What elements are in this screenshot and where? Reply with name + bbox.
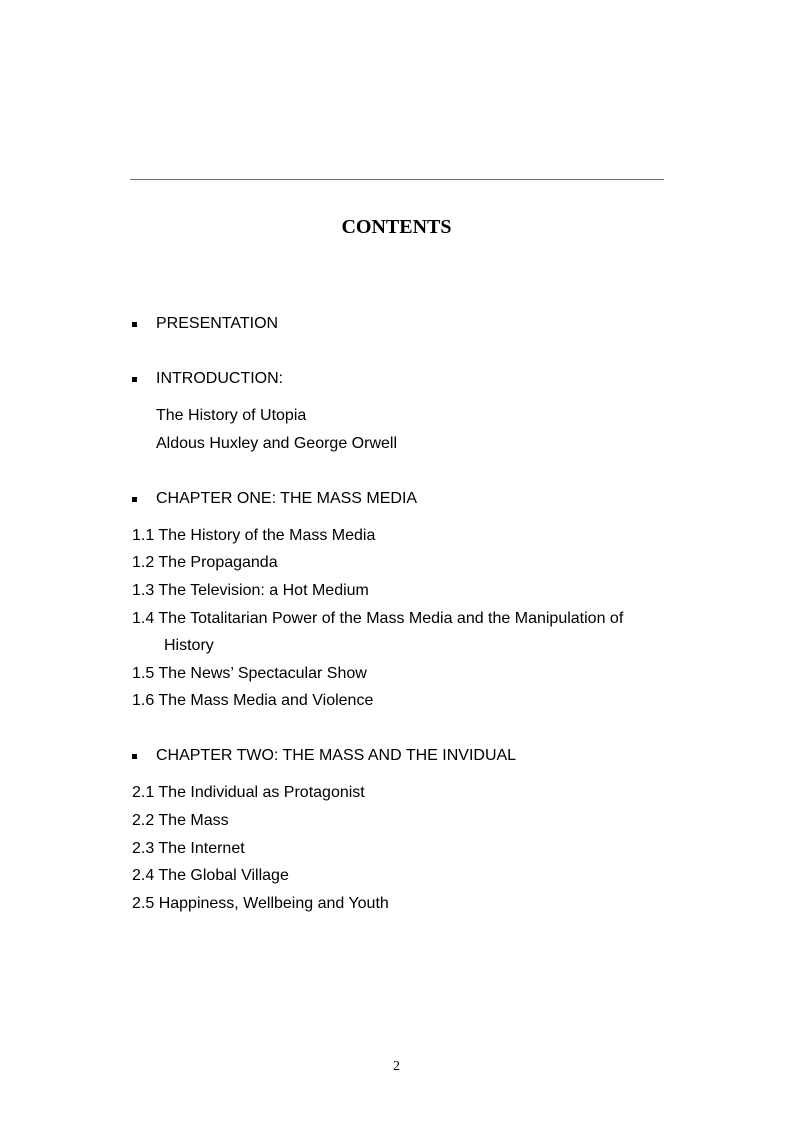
contents-title: CONTENTS — [341, 216, 452, 238]
toc-subentry[interactable]: The History of Utopia — [156, 407, 307, 424]
toc-subentry[interactable]: 2.3 The Internet — [132, 840, 245, 857]
toc-subentry-continuation[interactable]: History — [164, 637, 214, 654]
toc-entry-introduction[interactable]: INTRODUCTION: — [156, 370, 284, 387]
toc-subentry[interactable]: 1.3 The Television: a Hot Medium — [132, 582, 369, 599]
toc-subentry[interactable]: 2.4 The Global Village — [132, 867, 289, 884]
bullet-icon — [132, 377, 137, 382]
toc-entry-presentation[interactable]: PRESENTATION — [156, 315, 279, 332]
toc-subentry[interactable]: Aldous Huxley and George Orwell — [156, 435, 398, 452]
page-number: 2 — [393, 1059, 400, 1074]
toc-entry-chapter-one[interactable]: CHAPTER ONE: THE MASS MEDIA — [156, 490, 418, 507]
toc-subentry[interactable]: 1.2 The Propaganda — [132, 554, 278, 571]
toc-subentry[interactable]: 2.2 The Mass — [132, 812, 229, 829]
header-rule — [130, 179, 664, 180]
toc-subentry[interactable]: 2.1 The Individual as Protagonist — [132, 784, 365, 801]
bullet-icon — [132, 754, 137, 759]
toc-entry-chapter-two[interactable]: CHAPTER TWO: THE MASS AND THE INVIDUAL — [156, 747, 517, 764]
toc-subentry[interactable]: 1.4 The Totalitarian Power of the Mass Media and the Manipulation of — [132, 610, 624, 627]
bullet-icon — [132, 322, 137, 327]
toc-subentry[interactable]: 1.5 The News’ Spectacular Show — [132, 665, 367, 682]
bullet-icon — [132, 497, 137, 502]
toc-subentry[interactable]: 2.5 Happiness, Wellbeing and Youth — [132, 895, 389, 912]
toc-subentry[interactable]: 1.1 The History of the Mass Media — [132, 527, 376, 544]
toc-subentry[interactable]: 1.6 The Mass Media and Violence — [132, 692, 374, 709]
